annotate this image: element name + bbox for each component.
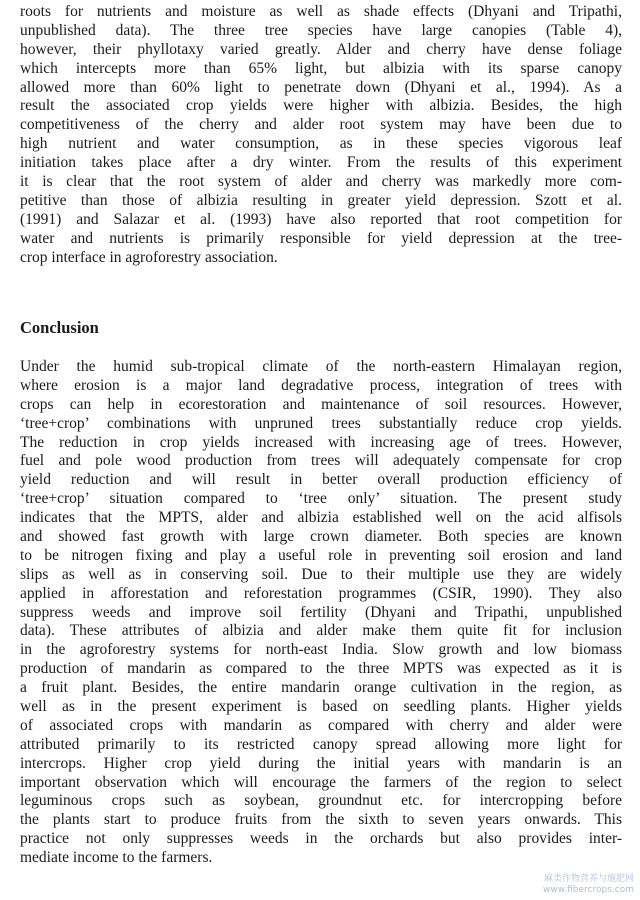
text-line: roots for nutrients and moisture as well as shade effects (Dhyani and Tripathi, xyxy=(20,3,622,20)
text-line: production of mandarin as compared to the three MPTS was expected as it is xyxy=(20,660,622,678)
text-line: slips as well as in conserving soil. Due to their multiple use they are widely xyxy=(20,565,622,583)
conclusion-paragraph xyxy=(20,358,622,868)
text-line: ‘tree+crop’ situation compared to ‘tree only’ situation. The present study xyxy=(20,490,622,508)
text-line: which intercepts more than 65% light, but albizia with its sparse canopy xyxy=(20,59,622,77)
text-line: indicates that the MPTS, alder and albizia established well on the acid alfisols xyxy=(20,509,622,527)
text-line: allowed more than 60% light to penetrate down (Dhyani et al., 1994). As a xyxy=(20,78,622,96)
text-line: and showed fast growth with large crown diameter. Both species are known xyxy=(20,528,622,546)
text-line: fuel and pole wood production from trees will adequately compensate for crop xyxy=(20,452,622,470)
text-line: crop interface in agroforestry association. xyxy=(20,248,278,266)
text-line: result the associated crop yields were higher with albizia. Besides, the high xyxy=(20,97,622,115)
text-line: data). These attributes of albizia and alder make them quite fit for inclusion xyxy=(20,622,622,640)
text-line: intercrops. Higher crop yield during the initial years with mandarin is an xyxy=(20,754,622,772)
text-line: practice not only suppresses weeds in the orchards but also provides inter- xyxy=(20,830,622,848)
watermark-line-url: www.fibercrops.com xyxy=(543,885,634,895)
text-line: the plants start to produce fruits from the sixth to seven years onwards. This xyxy=(20,811,622,829)
text-line: important observation which will encourage the farmers of the region to select xyxy=(20,773,622,791)
text-line: initiation takes place after a dry winter. From the results of this experiment xyxy=(20,154,622,172)
text-line: The reduction in crop yields increased with increasing age of trees. However, xyxy=(20,433,622,451)
text-line: applied in afforestation and reforestation programmes (CSIR, 1990). They also xyxy=(20,584,622,602)
text-line: Under the humid sub-tropical climate of the north-eastern Himalayan region, xyxy=(20,358,622,375)
text-line: suppress weeds and improve soil fertility (Dhyani and Tripathi, unpublished xyxy=(20,603,622,621)
text-line: however, their phyllotaxy varied greatly. Alder and cherry have dense foliage xyxy=(20,40,622,58)
text-line: water and nutrients is primarily responsible for yield depression at the tree- xyxy=(20,229,622,247)
watermark-line-chinese: 麻类作物营养与施肥网 xyxy=(543,874,634,884)
text-line: well as in the present experiment is based on seedling plants. Higher yields xyxy=(20,698,622,716)
text-line: in the agroforestry systems for north-east India. Slow growth and low biomass xyxy=(20,641,622,659)
text-line: competitiveness of the cherry and alder root system may have been due to xyxy=(20,116,622,134)
continued-paragraph xyxy=(20,3,622,267)
text-line: high nutrient and water consumption, as in these species vigorous leaf xyxy=(20,135,622,153)
text-line: petitive than those of albizia resulting in greater yield depression. Szott et al. xyxy=(20,191,622,209)
section-heading-conclusion: Conclusion xyxy=(20,318,99,337)
text-line: it is clear that the root system of alder and cherry was markedly more com- xyxy=(20,173,622,191)
site-watermark xyxy=(543,874,634,896)
text-line: a fruit plant. Besides, the entire mandarin orange cultivation in the region, as xyxy=(20,679,622,697)
text-line: yield reduction and will result in better overall production efficiency of xyxy=(20,471,622,489)
text-line: of associated crops with mandarin as compared with cherry and alder were xyxy=(20,716,622,734)
text-line: where erosion is a major land degradative process, integration of trees with xyxy=(20,376,622,394)
text-line: leguminous crops such as soybean, groundnut etc. for intercropping before xyxy=(20,792,622,810)
text-line: ‘tree+crop’ combinations with unpruned trees substantially reduce crop yields. xyxy=(20,414,622,432)
text-line: attributed primarily to its restricted canopy spread allowing more light for xyxy=(20,735,622,753)
text-line: unpublished data). The three tree species have large canopies (Table 4), xyxy=(20,21,622,39)
text-line: crops can help in ecorestoration and maintenance of soil resources. However, xyxy=(20,395,622,413)
text-line: to be nitrogen fixing and play a useful role in preventing soil erosion and land xyxy=(20,546,622,564)
text-line: mediate income to the farmers. xyxy=(20,849,213,867)
text-line: (1991) and Salazar et al. (1993) have also reported that root competition for xyxy=(20,210,622,228)
